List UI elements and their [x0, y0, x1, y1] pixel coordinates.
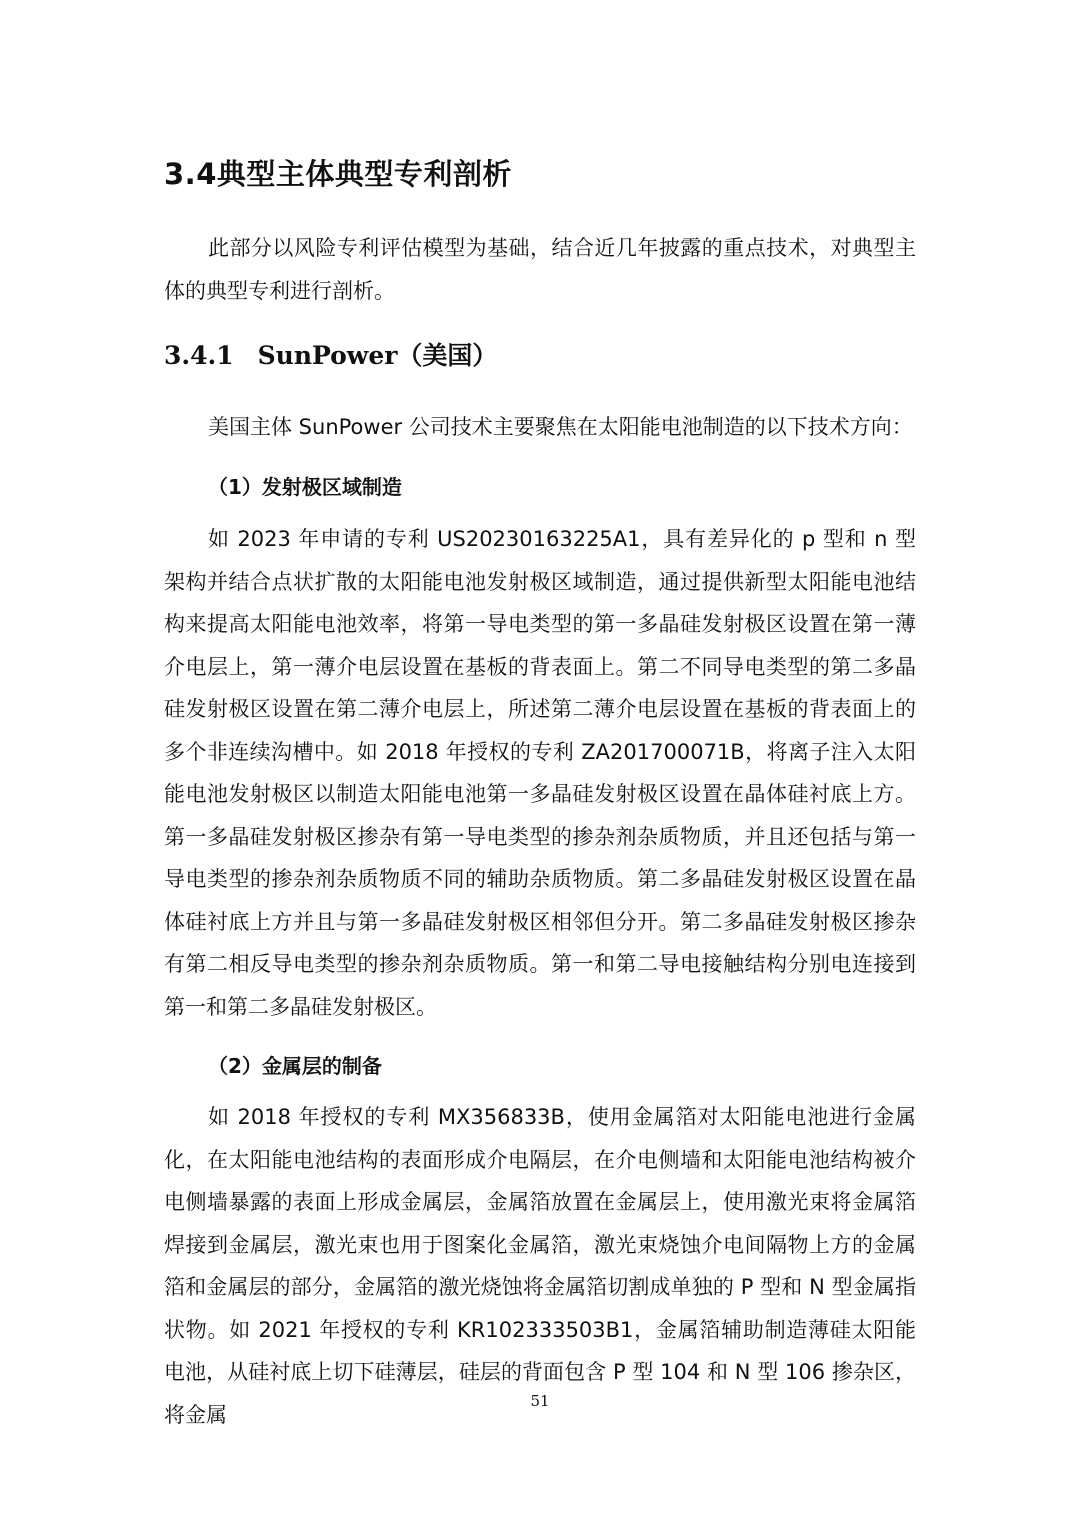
subsection-heading	[164, 336, 497, 372]
topic-heading-emitter: （1）发射极区域制造	[208, 475, 402, 499]
topic-heading-metal-layer: （2）金属层的制备	[208, 1054, 382, 1078]
subsection-title: SunPower（美国）	[257, 341, 498, 370]
page-number: 51	[530, 1392, 550, 1410]
subsection-number: 3.4.1	[164, 341, 234, 370]
section-intro-paragraph: 此部分以风险专利评估模型为基础，结合近几年披露的重点技术，对典型主体的典型专利进行剖析。	[164, 236, 916, 303]
topic-body-emitter: 如 2023 年申请的专利 US20230163225A1，具有差异化的 p 型和 n 型架构并结合点状扩散的太阳能电池发射极区域制造，通过提供新型太阳能电池结构来提高太阳能电池效率，将第一导电类型的第一多晶硅发射极区设置在第一薄介电层上，第一薄介电层设置在基板的背表面上。第二不同导电类型的第二多晶硅发射极区设置在第二薄介电层上，所述第二薄介电层设置在基板的背表面上的多个非连续沟槽中。如 2018 年授权的专利 ZA201700071B，将离子注入太阳能电池发射极区以制造太阳能电池第一多晶硅发射极区设置在晶体硅衬底上方。第一多晶硅发射极区掺杂有第一导电类型的掺杂剂杂质物质，并且还包括与第一导电类型的掺杂剂杂质物质不同的辅助杂质物质。第二多晶硅发射极区设置在晶体硅衬底上方并且与第一多晶硅发射极区相邻但分开。第二多晶硅发射极区掺杂有第二相反导电类型的掺杂剂杂质物质。第一和第二导电接触结构分别电连接到第一和第二多晶硅发射极区。	[164, 527, 916, 1019]
section-title: 3.4典型主体典型专利剖析	[164, 157, 512, 191]
topic-body-metal-layer: 如 2018 年授权的专利 MX356833B，使用金属箔对太阳能电池进行金属化，在太阳能电池结构的表面形成介电隔层，在介电侧墙和太阳能电池结构被介电侧墙暴露的表面上形成金属层，金属箔放置在金属层上，使用激光束将金属箔焊接到金属层，激光束也用于图案化金属箔，激光束烧蚀介电间隔物上方的金属箔和金属层的部分，金属箔的激光烧蚀将金属箔切割成单独的 P 型和 N 型金属指状物。如 2021 年授权的专利 KR102333503B1，金属箔辅助制造薄硅太阳能电池，从硅衬底上切下硅薄层，硅层的背面包含 P 型 104 和 N 型 106 掺杂区，将金属	[164, 1105, 916, 1427]
subsection-intro-paragraph: 美国主体 SunPower 公司技术主要聚焦在太阳能电池制造的以下技术方向：	[208, 415, 913, 439]
